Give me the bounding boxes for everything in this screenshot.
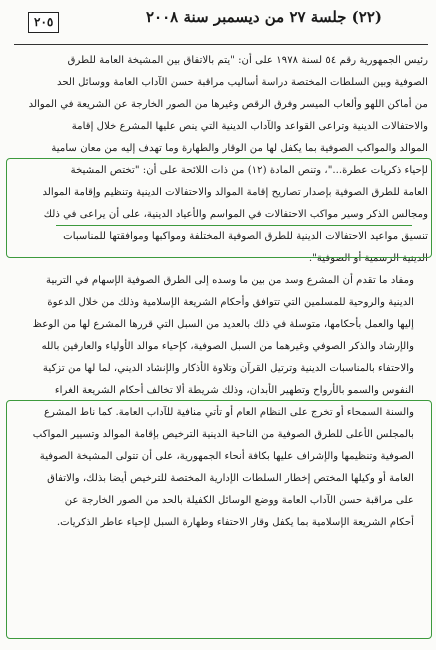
text-line: الصوفية وتنظيمها والإشراف عليها بكافة أنحاء الجمهورية، على أن تتولى المشيخة الصوفية — [39, 451, 414, 462]
text-line: على مراقبة حسن الآداب العامة ووضع الوسائل الكفيلة بالحد من الصور الخارجة عن — [64, 495, 414, 506]
text-line: الصوفية وبين السلطات المختصة دراسة أساليب مراقبة حسن الآداب العامة ووسائل الحد — [56, 77, 428, 88]
text-line: والسنة السمحاء أو تخرج على النظام العام أو تأتي منافية للآداب العامة. كما ناط المشرع — [43, 407, 414, 418]
text-line: العامة للطرق الصوفية بإصدار تصاريح إقامة الموالد والاحتفالات الدينية وتنظيم وإقامة الموالد — [42, 187, 428, 198]
page-number: ٢٠٥ — [28, 12, 59, 33]
text-line: الدينية الرسمية أو الصوفية". — [308, 253, 428, 264]
text-line: والاحتفالات الدينية وتراعى القواعد والآداب الدينية التي ينص عليها المشرع خلال إقامة — [71, 121, 428, 132]
page-header — [14, 8, 422, 44]
text-line: العامة أو وكيلها المختص إخطار السلطات الإدارية المختصة للترخيص أيضا بذلك، والاتفاق — [47, 473, 414, 484]
text-line: بالمجلس الأعلى للطرق الصوفية من الناحية الدينية الترخيص بإقامة الموالد وتسيير المواكب — [32, 429, 414, 440]
text-line: الدينية والروحية للمسلمين التي تتوافق وأحكام الشريعة الإسلامية وذلك من خلال الدعوة — [47, 297, 414, 308]
text-line: تنسيق مواعيد الاحتفالات الدينية للطرق الصوفية المختلفة ومواكبها وموافقتها للمناسبات — [63, 231, 428, 242]
text-line: إليها والعمل بأحكامها، متوسلة في ذلك بالعديد من السبل التي قررها المشرع لها من الوعظ — [32, 319, 414, 330]
text-line: أحكام الشريعة الإسلامية بما يكفل وقار الاحتفاء وطهارة السبل لإحياء عاطر الذكريات. — [56, 517, 414, 528]
text-line: ومفاد ما تقدم أن المشرع وسد من بين ما وسده إلى الطرق الصوفية الإسهام في التربية — [46, 275, 414, 286]
paragraph-1 — [8, 50, 428, 270]
text-line: لإحياء ذكريات عطرة..."، وتنص المادة (١٢) من ذات اللائحة على أن: "تختص المشيخة — [70, 165, 428, 176]
header-rule — [14, 44, 428, 45]
text-line: ومجالس الذكر وسير مواكب الاحتفالات في المواسم والأعياد الدينية، على أن يراعى في ذلك — [43, 209, 428, 220]
text-line: رئيس الجمهورية رقم ٥٤ لسنة ١٩٧٨ على أن: "يتم بالاتفاق بين المشيخة العامة للطرق — [67, 55, 428, 66]
paragraph-2 — [8, 270, 428, 534]
text-line: من أماكن اللهو وألعاب الميسر وفرق الرقص وغيرها من الصور الخارجة عن الشريعة في الموالد — [28, 99, 428, 110]
text-line: والاحتفاء بالمناسبات الدينية وترتيل القرآن وتلاوة الأذكار والإنشاد الديني، لما لها من تزكية — [42, 363, 414, 374]
text-line: والإرشاد والذكر الصوفي وغيرهما من السبل الصوفية، كإحياء موالد الأولياء والعارفين بالله — [41, 341, 414, 352]
text-line: النفوس والسمو بالأرواح وتطهير الأبدان، وذلك شريطة ألا تخالف أحكام الشريعة الغراء — [54, 385, 414, 396]
highlight-underline — [56, 225, 412, 226]
page-title: (٢٢) جلسة ٢٧ من ديسمبر سنة ٢٠٠٨ — [146, 8, 382, 26]
text-line: الموالد والمواكب الصوفية بما يكفل لها من الوقار والطهارة وما تهدف إليه من معان سامية — [51, 143, 428, 154]
